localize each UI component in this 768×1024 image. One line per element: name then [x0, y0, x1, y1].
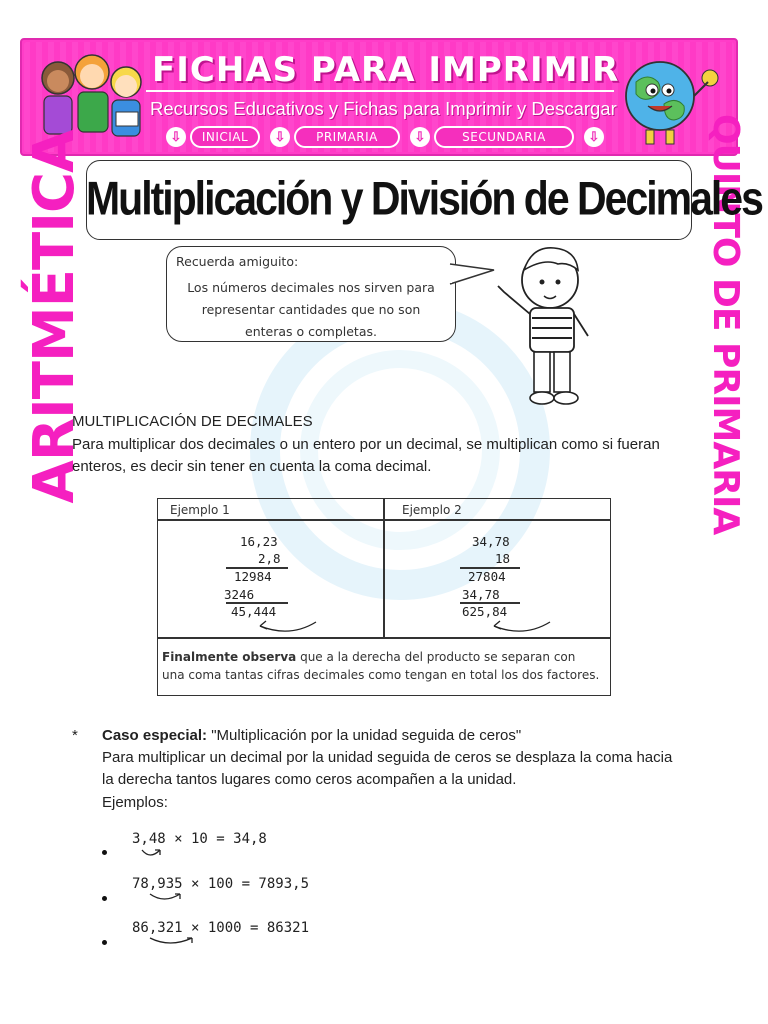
example-item: 3,48 × 10 = 34,8 [132, 831, 267, 847]
ex1-factor-2: 2,8 [258, 551, 281, 566]
shift-arrow [146, 934, 206, 948]
special-heading-line [102, 727, 521, 744]
bubble-tail [448, 262, 498, 286]
nav-secundaria[interactable]: SECUNDARIA [434, 126, 574, 148]
section-heading: MULTIPLICACIÓN DE DECIMALES [72, 413, 313, 430]
ex1-product: 45,444 [231, 604, 277, 619]
nav-arrow-icon: ⇩ [270, 127, 290, 147]
bullet-icon [102, 940, 107, 945]
boy-illustration [492, 240, 612, 410]
bubble-label: Recuerda amiguito: [176, 254, 299, 269]
nav-inicial[interactable]: INICIAL [190, 126, 260, 148]
shift-arrow [146, 890, 196, 904]
example-1-header: Ejemplo 1 [170, 503, 230, 517]
ex1-partial-2: 3246 [224, 587, 255, 602]
shift-arrow [138, 846, 178, 860]
bullet-icon [102, 850, 107, 855]
table-note-divider [157, 637, 611, 639]
nav-arrow-icon: ⇩ [410, 127, 430, 147]
ex2-factor-1: 34,78 [472, 534, 510, 549]
ex2-factor-2: 18 [495, 551, 511, 566]
table-note-line-1 [162, 650, 575, 664]
ex2-partial-2: 34,78 [462, 587, 500, 602]
ex1-comma-arrow [252, 616, 322, 634]
bubble-line: enteras o completas. [245, 324, 377, 339]
banner-divider [146, 90, 614, 92]
banner-title: FICHAS PARA IMPRIMIR [152, 50, 620, 90]
ex2-comma-arrow [486, 616, 556, 634]
bubble-line: Los números decimales nos sirven para [187, 280, 435, 295]
special-line: Ejemplos: [102, 794, 168, 811]
page-title: Multiplicación y División de Decimales [86, 172, 762, 225]
special-label: Caso especial: [102, 727, 208, 744]
nav-primaria[interactable]: PRIMARIA [294, 126, 400, 148]
nav-arrow-icon: ⇩ [166, 127, 186, 147]
ex1-factor-1: 16,23 [240, 534, 278, 549]
nav-arrow-icon: ⇩ [584, 127, 604, 147]
section-paragraph-line: Para multiplicar dos decimales o un entero por un decimal, se multiplican como si fueran [72, 436, 660, 453]
special-quote: "Multiplicación por la unidad seguida de ceros" [207, 727, 522, 744]
special-line: Para multiplicar un decimal por la unidad seguida de ceros se desplaza la coma hacia [102, 749, 673, 766]
ex2-partial-1: 27804 [468, 569, 506, 584]
side-title-left: ARITMÉTICA [22, 130, 87, 504]
example-item: 86,321 × 1000 = 86321 [132, 920, 310, 936]
table-column-divider [383, 498, 385, 638]
note-rest: que a la derecha del producto se separan con [296, 650, 576, 664]
banner-subtitle: Recursos Educativos y Fichas para Imprimir y Descargar [150, 98, 617, 119]
example-item: 78,935 × 100 = 7893,5 [132, 876, 310, 892]
bullet-icon [102, 896, 107, 901]
special-line: la derecha tantos lugares como ceros acompañen a la unidad. [102, 771, 517, 788]
example-2-header: Ejemplo 2 [402, 503, 462, 517]
ex2-product: 625,84 [462, 604, 508, 619]
side-title-right: QUINTO DE PRIMARIA [705, 114, 746, 535]
bubble-line: representar cantidades que no son [201, 302, 421, 317]
section-paragraph-line: enteros, es decir sin tener en cuenta la coma decimal. [72, 458, 432, 475]
table-note-line-2: una coma tantas cifras decimales como tengan en total los dos factores. [162, 668, 600, 682]
special-star: * [72, 727, 78, 744]
note-bold-lead: Finalmente observa [162, 650, 297, 664]
ex1-partial-1: 12984 [234, 569, 272, 584]
